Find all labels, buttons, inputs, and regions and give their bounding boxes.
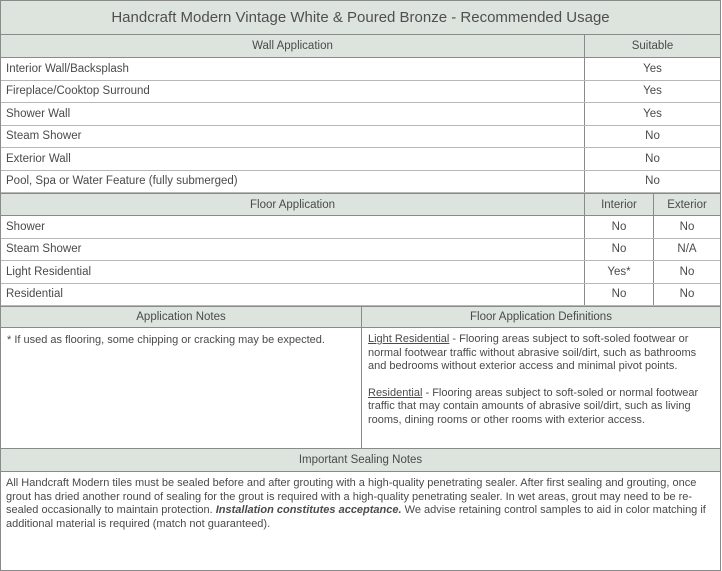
suitable-value: No [645,130,660,143]
floor-application-header: Floor Application [1,194,585,215]
floor-header-row [1,193,720,216]
interior-value: Yes* [585,261,654,283]
wall-application-label: Shower Wall [1,103,585,125]
floor-application-label: Residential [1,284,585,306]
definition-residential [368,387,714,428]
wall-application-label: Steam Shower [1,126,585,148]
table-row [1,81,720,104]
wall-application-label: Pool, Spa or Water Feature (fully submerged) [1,171,585,193]
wall-application-label: Interior Wall/Backsplash [1,58,585,80]
suitable-value: No [645,175,660,188]
table-row [1,148,720,171]
table-row [1,284,720,307]
suitable-value: Yes [643,62,662,75]
definition-term: Light Residential [368,333,450,345]
sealing-notes-text [1,472,720,536]
notes-header-row [1,306,720,328]
application-note-text: * If used as flooring, some chipping or cracking may be expected. [1,328,362,448]
suitable-value: Yes [643,107,662,120]
table-row [1,58,720,81]
exterior-value: No [679,220,695,233]
table-row [1,171,720,194]
definition-text: - Flooring areas subject to soft-soled footwear or normal footwear traffic without abrasive soil/dirt, such as bathrooms and bedrooms without exterior access and minimal pivot points. [368,333,697,372]
floor-definitions-header: Floor Application Definitions [470,311,612,323]
table-row [1,126,720,149]
exterior-value: No [679,288,695,301]
interior-value: No [585,284,654,306]
suitable-header: Suitable [631,40,674,52]
definition-text: - Flooring areas subject to soft-soled or normal footwear traffic that may contain amounts of abrasive soil/dirt, such as living rooms, dining rooms or other rooms with exterior access. [368,386,699,426]
table-row [1,261,720,284]
exterior-value: N/A [677,243,697,256]
interior-value: No [585,239,654,261]
wall-header-row [1,35,720,58]
wall-application-header: Wall Application [1,35,585,57]
sealing-text: All Handcraft Modern tiles must be sealed before and after grouting with a high-quality penetrating sealer. After first sealing and grouting, once grout has dried another round of sealing for the grout is required with a high-quality penetrating sealer. In wet areas, grout may need to be re-sealed occasionally to maintain protection. [6,477,697,516]
exterior-value: No [679,265,695,278]
table-row [1,216,720,239]
floor-application-label: Light Residential [1,261,585,283]
interior-value: No [585,216,654,238]
interior-header: Interior [585,194,654,215]
suitable-value: Yes [643,85,662,98]
table-row [1,103,720,126]
wall-application-label: Exterior Wall [1,148,585,170]
exterior-header: Exterior [667,198,707,211]
sealing-emphasis: Installation constitutes acceptance. [215,504,402,516]
definition-light-residential [368,333,714,374]
wall-application-label: Fireplace/Cooktop Surround [1,81,585,103]
application-notes-header: Application Notes [1,307,362,327]
definition-term: Residential [368,386,423,399]
table-row [1,239,720,262]
suitable-value: No [645,152,660,165]
sealing-text-end: We advise retaining control samples to aid in color matching if additional material is required (match not guaranteed). [6,504,706,530]
notes-body [1,328,720,449]
floor-application-label: Steam Shower [1,239,585,261]
floor-definitions [362,328,720,448]
sealing-notes-header: Important Sealing Notes [1,449,720,472]
floor-application-label: Shower [1,216,585,238]
table-title: Handcraft Modern Vintage White & Poured Bronze - Recommended Usage [1,1,720,35]
